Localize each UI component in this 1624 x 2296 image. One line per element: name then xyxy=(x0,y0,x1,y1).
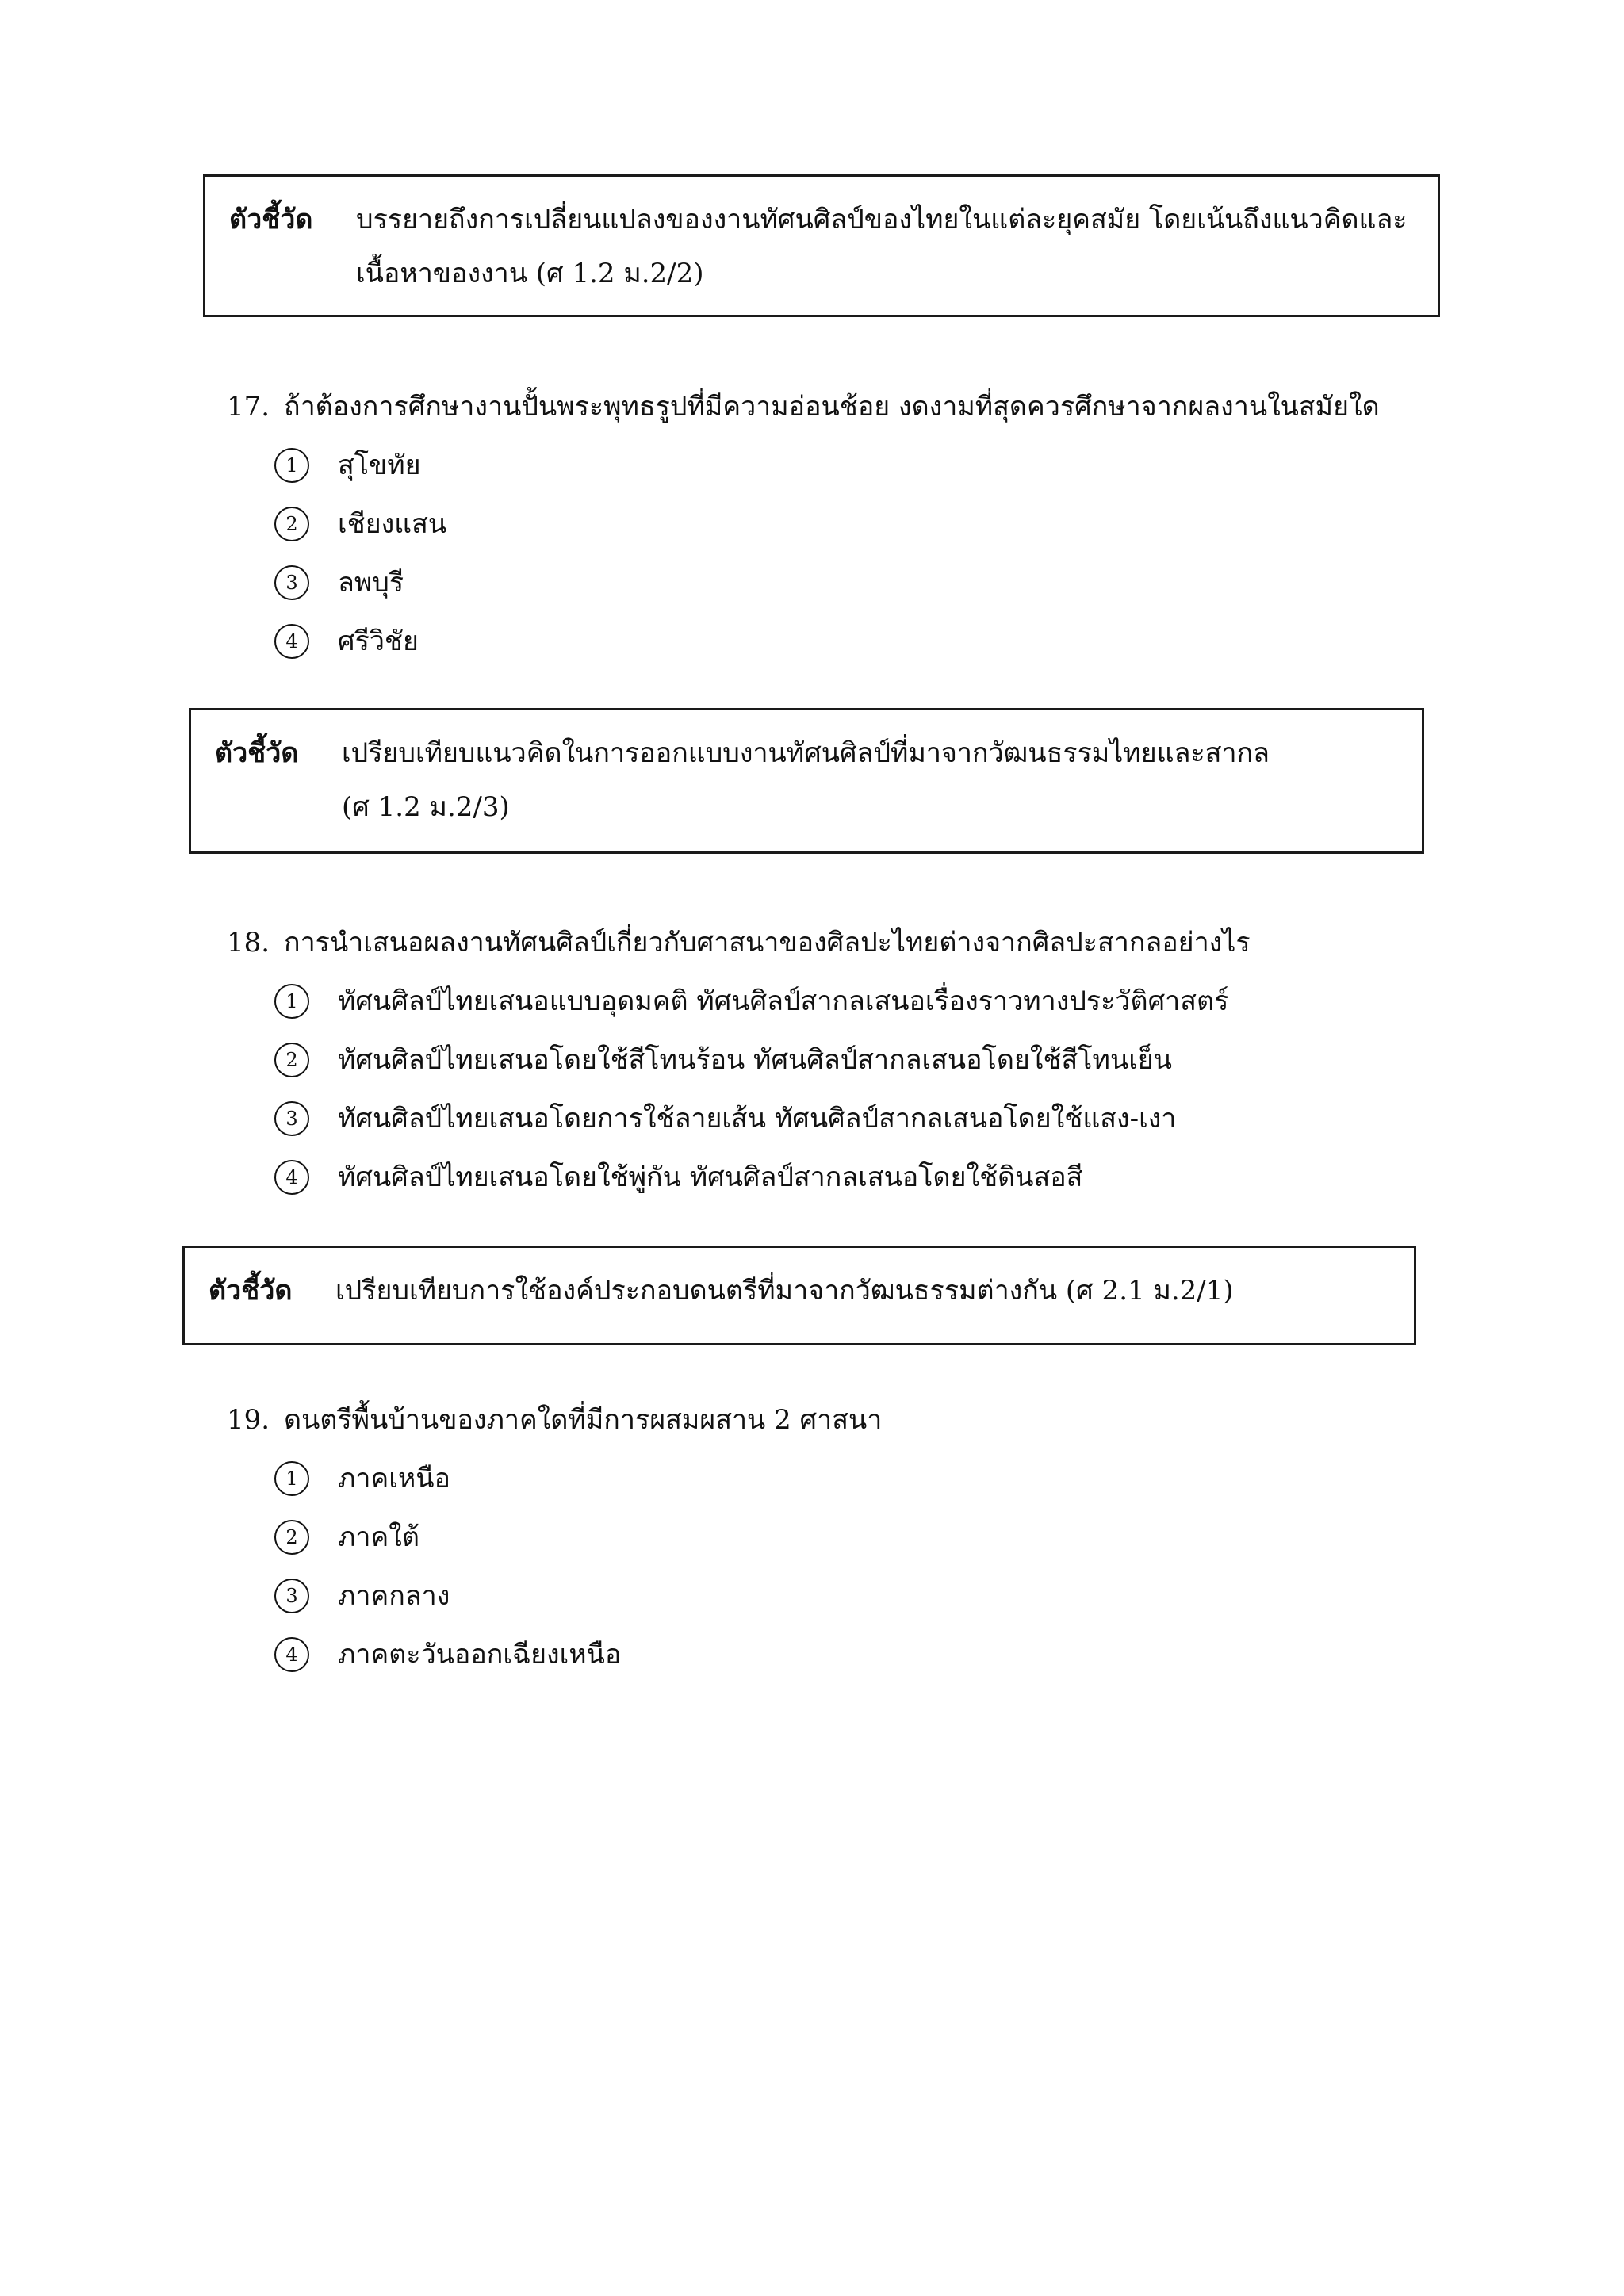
choice-item[interactable] xyxy=(274,495,1380,553)
choice-number-circle: 1 xyxy=(274,1461,309,1496)
question-number: 19. xyxy=(227,1404,270,1436)
question-number: 17. xyxy=(227,391,270,423)
choice-item[interactable] xyxy=(274,553,1380,612)
choice-number-circle: 4 xyxy=(274,1637,309,1672)
question-text: ดนตรีพื้นบ้านของภาคใดที่มีการผสมผสาน 2 ศาสนา xyxy=(284,1404,883,1436)
choice-number-circle: 2 xyxy=(274,507,309,541)
choice-item[interactable] xyxy=(274,1031,1251,1089)
indicator-box xyxy=(182,1246,1416,1345)
choice-item[interactable] xyxy=(274,612,1380,671)
indicator-label: ตัวชี้วัด xyxy=(215,737,299,769)
indicator-text: เปรียบเทียบการใช้องค์ประกอบดนตรีที่มาจากวัฒนธรรมต่างกัน (ศ 2.1 ม.2/1) xyxy=(335,1275,1234,1307)
choice-number-circle: 3 xyxy=(274,1101,309,1136)
choice-text: ภาคตะวันออกเฉียงเหนือ xyxy=(338,1639,622,1670)
choice-text: ทัศนศิลป์ไทยเสนอโดยใช้พู่กัน ทัศนศิลป์สากลเสนอโดยใช้ดินสอสี xyxy=(338,1161,1083,1193)
choice-text: ภาคกลาง xyxy=(338,1580,450,1612)
indicator-label: ตัวชี้วัด xyxy=(209,1275,293,1307)
choice-text: ภาคใต้ xyxy=(338,1521,419,1553)
choice-number-circle: 2 xyxy=(274,1043,309,1077)
question-text: ถ้าต้องการศึกษางานปั้นพระพุทธรูปที่มีความอ่อนช้อย งดงามที่สุดควรศึกษาจากผลงานในสมัยใด xyxy=(284,391,1380,423)
choice-item[interactable] xyxy=(274,1567,882,1625)
choice-text: ทัศนศิลป์ไทยเสนอโดยใช้สีโทนร้อน ทัศนศิลป์สากลเสนอโดยใช้สีโทนเย็น xyxy=(338,1044,1172,1076)
indicator-label: ตัวชี้วัด xyxy=(229,204,313,235)
choice-item[interactable] xyxy=(274,972,1251,1031)
question-stem xyxy=(227,913,1251,972)
choice-item[interactable] xyxy=(274,436,1380,495)
choice-text: ภาคเหนือ xyxy=(338,1463,450,1494)
choice-text: ศรีวิชัย xyxy=(338,626,419,657)
choice-text: ทัศนศิลป์ไทยเสนอแบบอุดมคติ ทัศนศิลป์สากลเสนอเรื่องราวทางประวัติศาสตร์ xyxy=(338,985,1229,1017)
indicator-box xyxy=(203,174,1440,317)
question-17 xyxy=(227,377,1380,671)
question-18 xyxy=(227,913,1251,1207)
indicator-box xyxy=(189,708,1424,854)
question-19 xyxy=(227,1391,882,1684)
choice-number-circle: 3 xyxy=(274,1578,309,1613)
choice-number-circle: 4 xyxy=(274,1160,309,1195)
choice-number-circle: 3 xyxy=(274,565,309,600)
choice-item[interactable] xyxy=(274,1089,1251,1148)
choice-item[interactable] xyxy=(274,1449,882,1508)
indicator-text: บรรยายถึงการเปลี่ยนแปลงของงานทัศนศิลป์ของไทยในแต่ละยุคสมัย โดยเน้นถึงแนวคิดและ เนื้อหาของงาน (ศ 1.2 ม.2/2) xyxy=(356,204,1408,289)
choice-number-circle: 2 xyxy=(274,1520,309,1555)
question-stem xyxy=(227,377,1380,436)
indicator-text: เปรียบเทียบแนวคิดในการออกแบบงานทัศนศิลป์ที่มาจากวัฒนธรรมไทยและสากล (ศ 1.2 ม.2/3) xyxy=(342,737,1270,823)
choice-item[interactable] xyxy=(274,1625,882,1684)
choice-number-circle: 1 xyxy=(274,984,309,1019)
choice-text: เชียงแสน xyxy=(338,508,447,540)
choice-item[interactable] xyxy=(274,1508,882,1567)
question-stem xyxy=(227,1391,882,1449)
choice-number-circle: 4 xyxy=(274,624,309,659)
choice-text: สุโขทัย xyxy=(338,450,421,481)
choice-text: ลพบุรี xyxy=(338,567,404,599)
choice-number-circle: 1 xyxy=(274,448,309,483)
question-text: การนำเสนอผลงานทัศนศิลป์เกี่ยวกับศาสนาของศิลปะไทยต่างจากศิลปะสากลอย่างไร xyxy=(284,927,1251,959)
question-number: 18. xyxy=(227,927,270,959)
choice-text: ทัศนศิลป์ไทยเสนอโดยการใช้ลายเส้น ทัศนศิลป์สากลเสนอโดยใช้แสง-เงา xyxy=(338,1103,1177,1135)
choice-item[interactable] xyxy=(274,1148,1251,1207)
